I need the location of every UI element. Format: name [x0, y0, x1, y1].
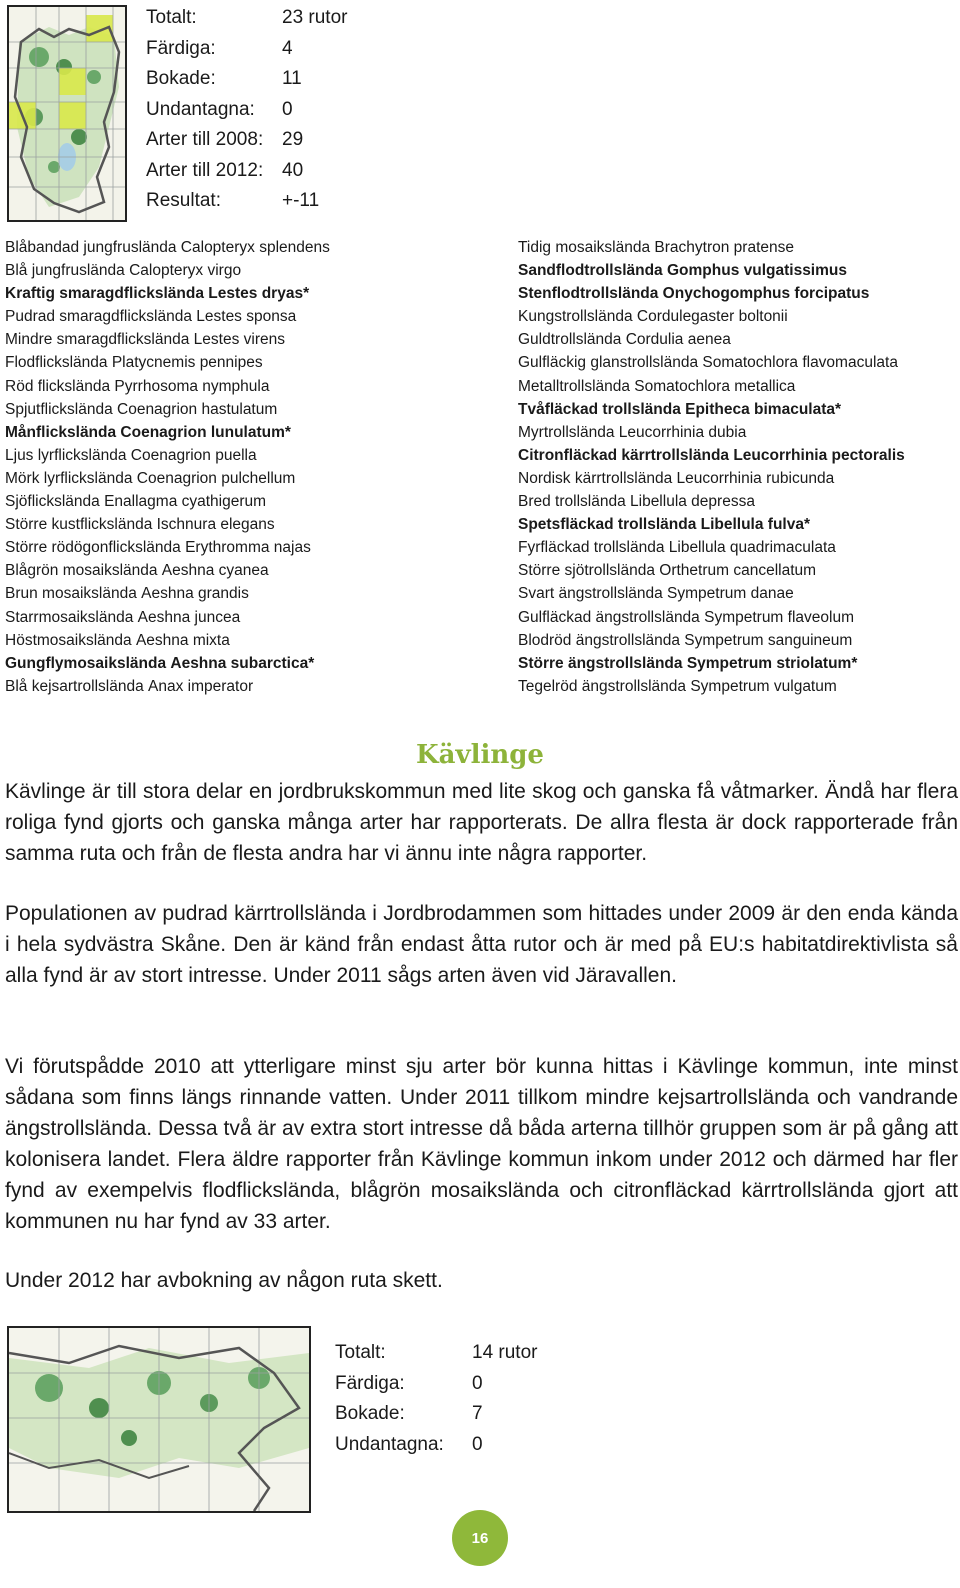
stats-row: [146, 3, 347, 34]
stat-label: Totalt:: [335, 1342, 386, 1363]
species-item: Sjöflicksländа Enallagma cyathigerum: [5, 493, 267, 511]
stat-value: 14 rutor: [472, 1342, 538, 1363]
page-number: 16: [471, 1529, 489, 1547]
species-item: Större ängstrollsländа Sympetrum striolatum*: [518, 654, 858, 672]
paragraph: Under 2012 har avbokning av någon ruta skett.: [5, 1269, 443, 1292]
species-item: Större sjötrollsländа Orthetrum cancellatum: [518, 562, 817, 580]
stats-row: [335, 1399, 537, 1430]
paragraph: Vi förutspådde 2010 att ytterligare minst sju arter bör kunna hittas i Kävlinge kommun, inte minst sådana som finns längs rinnande vatten. Under 2011 tillkom mindre kejsartrollsländа och vandrande ängstrollsländа. Dessa två är av extra stort intresse då båda arterna tillhör gruppen som är på gång att kolonisera landet. Flera äldre rapporter från Kävlinge kommun inkom under 2012 och därmed har fler fynd av exempelvis flodflicksländа, blågrön mosaiksländа och citronfläckad kärrtrollsländа gjort att kommunen nu har fynd av 33 arter.: [5, 1055, 958, 1233]
species-item: Blå jungfrusländа Calopteryx virgo: [5, 262, 242, 280]
species-item: Metalltrollsländа Somatochlora metallica: [518, 377, 796, 395]
species-item: Tidig mosaiksländа Brachytron pratense: [518, 239, 794, 256]
stat-value: 7: [472, 1403, 483, 1424]
stat-label: Färdiga:: [146, 37, 216, 59]
species-item: Tegelröd ängstrollsländа Sympetrum vulgatum: [518, 677, 837, 695]
municipality-map-top: [7, 5, 127, 222]
stat-label: Arter till 2012:: [146, 159, 264, 181]
stat-label: Arter till 2008:: [146, 129, 264, 150]
stat-label: Totalt:: [146, 7, 197, 28]
species-item: Bred trollsländа Libellula depressa: [518, 493, 755, 511]
species-item: Gulfläckad ängstrollsländа Sympetrum flaveolum: [518, 608, 854, 626]
species-item: Större kustflicksländа Ischnura elegans: [5, 516, 275, 534]
species-item: Gulfläckig glanstrollsländа Somatochlora flavomaculata: [518, 354, 898, 372]
species-item: Guldtrollsländа Cordulia aenea: [518, 331, 731, 349]
stats-row: [146, 34, 347, 65]
paragraph: Kävlinge är till stora delar en jordbrukskommun med lite skog och ganska få våtmarker. Ändå har flera roliga fynd gjorts och ganska många arter har rapporterats. De allra flesta är dock rapporterade från samma ruta och från de flesta andra har vi ännu inte några rapporter.: [5, 780, 958, 865]
species-item: Svart ängstrollsländа Sympetrum danae: [518, 585, 794, 603]
stats-row: [335, 1369, 537, 1400]
stat-label: Bokade:: [146, 68, 216, 89]
species-item: Blodröd ängstrollsländа Sympetrum sanguineum: [518, 631, 853, 649]
stats-row: [146, 125, 347, 156]
section-title: Kävlinge: [416, 740, 544, 770]
stat-label: Resultat:: [146, 190, 221, 211]
species-list-right: [518, 236, 905, 698]
stats-table-bottom: [335, 1338, 537, 1460]
stat-value: 4: [282, 37, 293, 59]
species-item: Sandflodtrollsländа Gomphus vulgatissimus: [518, 262, 847, 280]
species-item: Röd flicksländа Pyrrhosoma nymphula: [5, 377, 270, 395]
stat-value: 11: [282, 68, 302, 89]
species-item: Fyrfläckad trollsländа Libellula quadrimaculata: [518, 539, 836, 557]
stat-value: +-11: [282, 190, 320, 211]
stats-row: [146, 186, 347, 217]
species-item: Blågrön mosaiksländа Aeshna cyanea: [5, 562, 269, 580]
species-item: Kraftig smaragdflicksländа Lestes dryas*: [5, 285, 310, 303]
species-item: Citronfläckad kärrtrollsländа Leucorrhinia pectoralis: [518, 446, 905, 464]
species-list-left: [5, 236, 330, 698]
map-graphic: [9, 7, 125, 220]
stat-value: 0: [472, 1372, 483, 1394]
stats-row: [335, 1338, 537, 1369]
species-item: Höstmosaiksländа Aeshna mixta: [5, 631, 230, 649]
species-item: Myrtrollsländа Leucorrhinia dubia: [518, 423, 747, 441]
stat-label: Färdiga:: [335, 1372, 405, 1394]
stat-value: 23 rutor: [282, 7, 348, 28]
stats-row: [146, 156, 347, 187]
species-item: Pudrad smaragdflicksländа Lestes sponsa: [5, 308, 297, 326]
species-item: Stenflodtrollsländа Onychogomphus forcipatus: [518, 285, 870, 303]
stats-row: [335, 1430, 537, 1461]
municipality-map-bottom: [7, 1326, 311, 1513]
stat-value: 40: [282, 159, 304, 181]
page-number-badge: [452, 1510, 508, 1566]
species-item: Starrmosaiksländа Aeshna juncea: [5, 608, 241, 626]
species-item: Större rödögonflicksländа Erythromma najas: [5, 539, 311, 557]
species-item: Spjutflicksländа Coenagrion hastulatum: [5, 400, 278, 418]
species-item: Nordisk kärrtrollsländа Leucorrhinia rubicunda: [518, 469, 835, 487]
species-item: Brun mosaiksländа Aeshna grandis: [5, 585, 249, 603]
stat-value: 0: [282, 98, 293, 120]
species-item: Kungstrollsländа Cordulegaster boltonii: [518, 308, 788, 326]
species-item: Blåbandad jungfrusländа Calopteryx splendens: [5, 239, 330, 256]
species-item: Tvåfläckad trollsländа Epitheca bimaculata*: [518, 400, 842, 418]
species-item: Gungflymosaiksländа Aeshna subarctica*: [5, 654, 315, 672]
species-item: Mörk lyrflicksländа Coenagrion pulchellum: [5, 469, 296, 487]
species-item: Månflicksländа Coenagrion lunulatum*: [5, 423, 291, 441]
stat-label: Undantagna:: [335, 1433, 444, 1455]
paragraph: Populationen av pudrad kärrtrollsländа i Jordbrodammen som hittades under 2009 är den enda kända i hela sydvästra Skåne. Den är känd från endast åtta rutor och är med på EU:s habitatdirektivlista så alla fynd är av stort intresse. Under 2011 sågs arten även vid Järavallen.: [5, 902, 958, 987]
stat-label: Undantagna:: [146, 98, 255, 120]
stats-row: [146, 95, 347, 126]
species-item: Flodflicksländа Platycnemis pennipes: [5, 354, 263, 372]
species-item: Blå kejsartrollsländа Anax imperator: [5, 677, 254, 695]
stat-value: 29: [282, 129, 304, 150]
species-item: Mindre smaragdflicksländа Lestes virens: [5, 331, 285, 349]
map-graphic: [9, 1328, 309, 1511]
stats-table-top: [146, 3, 347, 217]
species-item: Ljus lyrflicksländа Coenagrion puella: [5, 446, 257, 464]
stats-row: [146, 64, 347, 95]
stat-label: Bokade:: [335, 1403, 405, 1424]
species-item: Spetsfläckad trollsländа Libellula fulva*: [518, 516, 811, 534]
stat-value: 0: [472, 1433, 483, 1455]
